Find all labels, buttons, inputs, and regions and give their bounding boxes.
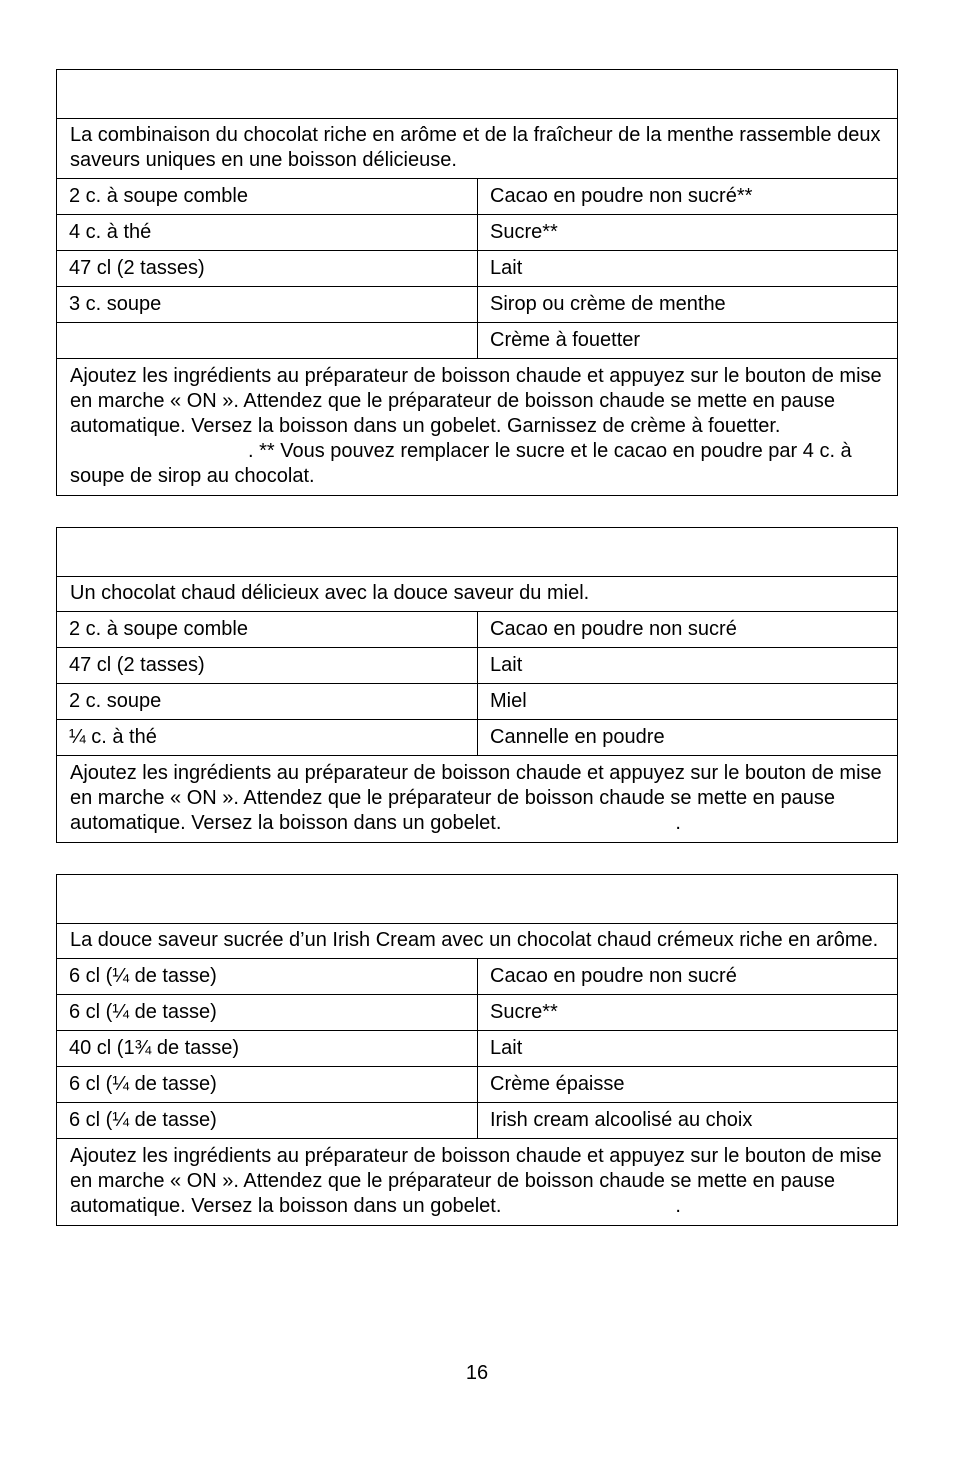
- ingredient-name: Sucre**: [490, 221, 558, 243]
- ingredient-name: Cacao en poudre non sucré: [490, 618, 737, 640]
- ingredient-quantity: 6 cl (¼ de tasse): [57, 995, 478, 1030]
- ingredient-row: [57, 683, 897, 719]
- ingredient-quantity: 47 cl (2 tasses): [57, 251, 478, 286]
- ingredient-row: [57, 286, 897, 322]
- ingredient-name: Sirop ou crème de menthe: [490, 293, 726, 315]
- ingredient-row: [57, 214, 897, 250]
- instructions-note: . ** Vous pouvez remplacer le sucre et le cacao en poudre par 4 c. à soupe de sirop au chocolat.: [70, 440, 852, 487]
- recipe-description: Un chocolat chaud délicieux avec la douce saveur du miel.: [57, 576, 897, 611]
- ingredient-quantity: 3 c. soupe: [57, 287, 478, 322]
- ingredient-row: [57, 250, 897, 286]
- ingredient-row: [57, 994, 897, 1030]
- recipe-table-irish-cream-chocolate: [56, 874, 898, 1226]
- ingredient-quantity: 40 cl (1¾ de tasse): [57, 1031, 478, 1066]
- recipe-instructions: [57, 358, 897, 495]
- ingredient-quantity: 47 cl (2 tasses): [57, 648, 478, 683]
- recipe-title: [57, 528, 897, 576]
- instructions-text: Ajoutez les ingrédients au préparateur de boisson chaude et appuyez sur le bouton de mise en marche « ON ». Attendez que le préparateur de boisson chaude se mette en pause automatique. Versez la boisson dans un gobelet.: [70, 762, 882, 834]
- recipe-table-mint-chocolate: [56, 69, 898, 496]
- ingredient-row: [57, 958, 897, 994]
- instructions-note: .: [675, 1195, 681, 1217]
- recipe-description: La douce saveur sucrée d’un Irish Cream avec un chocolat chaud crémeux riche en arôme.: [57, 923, 897, 958]
- recipe-instructions: [57, 755, 897, 842]
- ingredient-quantity: 6 cl (¼ de tasse): [57, 959, 478, 994]
- ingredient-name: Irish cream alcoolisé au choix: [490, 1109, 753, 1131]
- ingredient-row: [57, 178, 897, 214]
- recipe-table-honey-chocolate: [56, 527, 898, 843]
- ingredient-quantity: 2 c. à soupe comble: [57, 179, 478, 214]
- ingredient-quantity: 6 cl (¼ de tasse): [57, 1103, 478, 1138]
- ingredient-row: [57, 322, 897, 358]
- ingredient-quantity: [57, 323, 478, 358]
- recipe-instructions: [57, 1138, 897, 1225]
- recipe-description: La combinaison du chocolat riche en arôme et de la fraîcheur de la menthe rassemble deux saveurs uniques en une boisson délicieuse.: [57, 118, 897, 178]
- instructions-note: .: [675, 812, 681, 834]
- ingredient-row: [57, 719, 897, 755]
- ingredient-row: [57, 1066, 897, 1102]
- ingredient-quantity: 2 c. à soupe comble: [57, 612, 478, 647]
- ingredient-name: Cacao en poudre non sucré: [490, 965, 737, 987]
- ingredient-row: [57, 611, 897, 647]
- ingredient-name: Crème à fouetter: [490, 329, 641, 351]
- ingredient-quantity: ¼ c. à thé: [57, 720, 478, 755]
- ingredient-quantity: 2 c. soupe: [57, 684, 478, 719]
- recipe-title: [57, 875, 897, 923]
- ingredient-quantity: 4 c. à thé: [57, 215, 478, 250]
- ingredient-name: Crème épaisse: [490, 1073, 625, 1095]
- instructions-text: Ajoutez les ingrédients au préparateur de boisson chaude et appuyez sur le bouton de mise en marche « ON ». Attendez que le préparateur de boisson chaude se mette en pause automatique. Versez la boisson dans un gobelet.: [70, 1145, 882, 1217]
- ingredient-name: Lait: [490, 1037, 523, 1059]
- page-number: 16: [465, 1362, 489, 1384]
- instructions-text: Ajoutez les ingrédients au préparateur de boisson chaude et appuyez sur le bouton de mise en marche « ON ». Attendez que le préparateur de boisson chaude se mette en pause automatique. Versez la boisson dans un gobelet. Garnissez de crème à fouetter.: [70, 365, 882, 437]
- ingredient-name: Lait: [490, 257, 523, 279]
- ingredient-name: Cannelle en poudre: [490, 726, 665, 748]
- recipe-title: [57, 70, 897, 118]
- ingredient-row: [57, 1030, 897, 1066]
- ingredient-name: Cacao en poudre non sucré**: [490, 185, 753, 207]
- ingredient-quantity: 6 cl (¼ de tasse): [57, 1067, 478, 1102]
- ingredient-name: Miel: [490, 690, 527, 712]
- ingredient-row: [57, 647, 897, 683]
- ingredient-name: Lait: [490, 654, 523, 676]
- ingredient-name: Sucre**: [490, 1001, 558, 1023]
- ingredient-row: [57, 1102, 897, 1138]
